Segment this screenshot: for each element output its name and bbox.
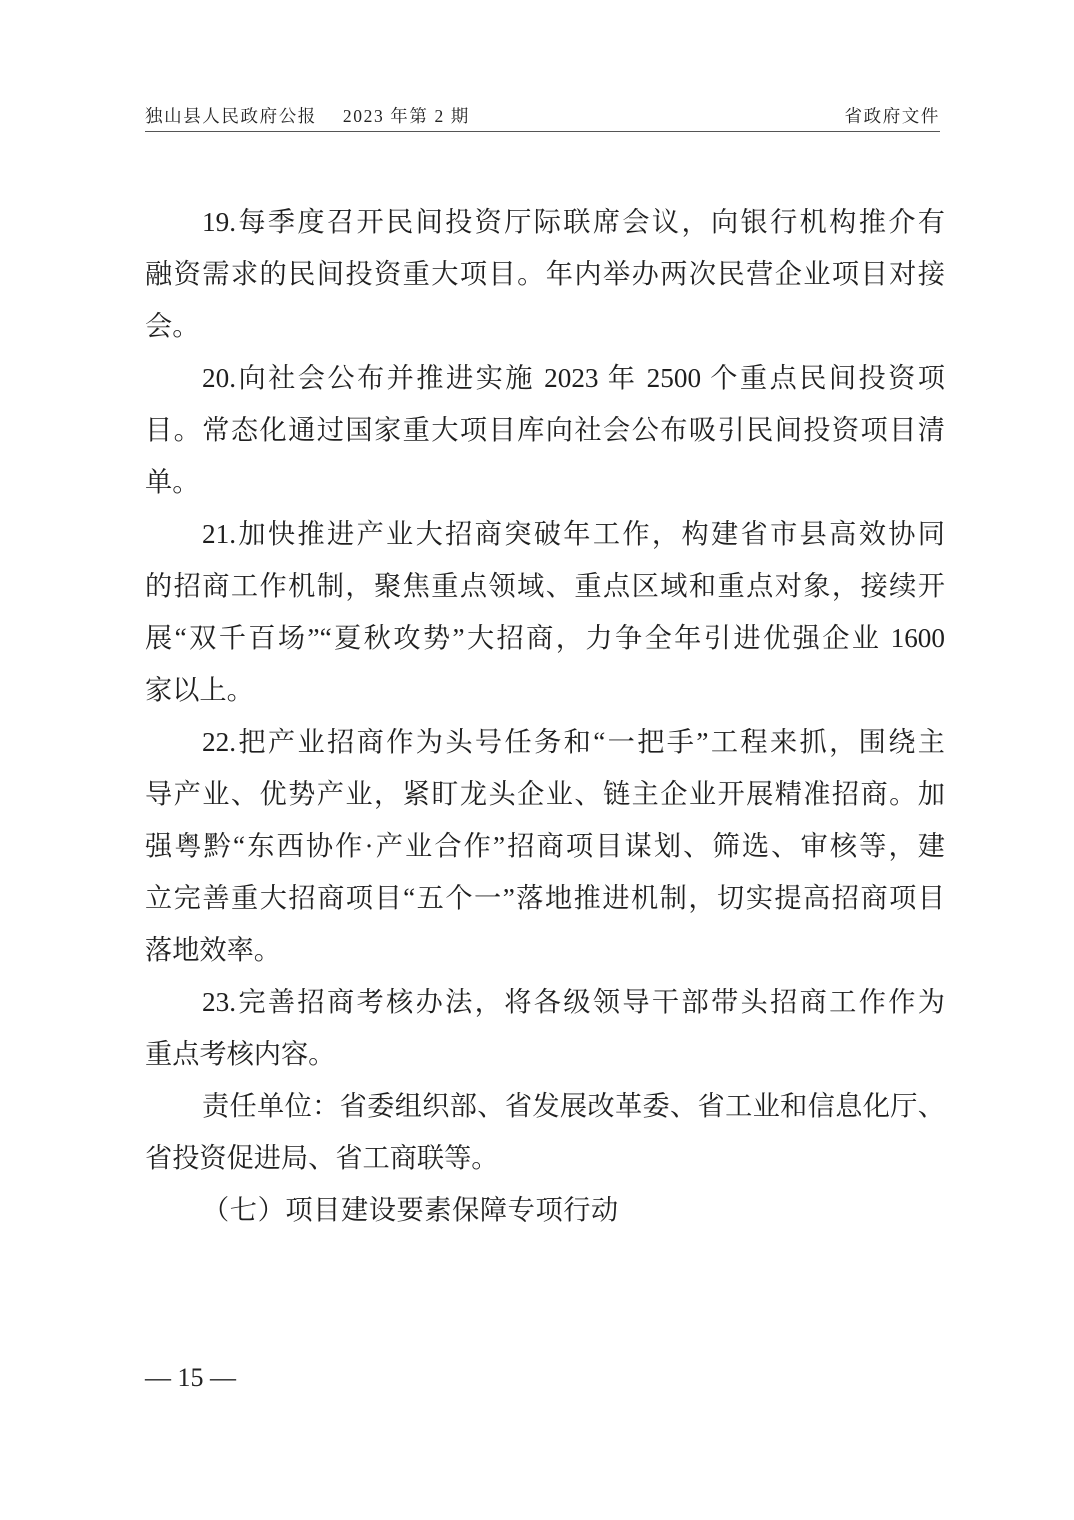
paragraph-line: 23.完善招商考核办法，将各级领导干部带头招商工作作为 [202, 987, 945, 1017]
paragraph-line: 立完善重大招商项目“五个一”落地推进机制，切实提高招商项目 [145, 883, 945, 913]
item-19-paragraph [145, 196, 945, 352]
paragraph-line: 落地效率。 [145, 935, 281, 965]
paragraph-line: 责任单位：省委组织部、省发展改革委、省工业和信息化厅、 [202, 1091, 945, 1121]
paragraph-line: 单。 [145, 467, 200, 497]
issue-label: 2023 年第 2 期 [342, 106, 470, 126]
paragraph-line: 会。 [145, 311, 200, 341]
body-text [145, 196, 945, 1236]
paragraph-line: 21.加快推进产业大招商突破年工作，构建省市县高效协同 [202, 519, 945, 549]
publication-title: 独山县人民政府公报 [145, 106, 317, 126]
paragraph-line: 目。常态化通过国家重大项目库向社会公布吸引民间投资项目清 [145, 415, 945, 445]
section-label: 省政府文件 [844, 106, 940, 126]
paragraph-line: 的招商工作机制，聚焦重点领域、重点区域和重点对象，接续开 [145, 571, 945, 601]
running-header [145, 104, 940, 128]
item-23-paragraph [145, 976, 945, 1080]
header-left [145, 104, 470, 128]
paragraph-line: 家以上。 [145, 675, 254, 705]
paragraph-line: 强粤黔“东西协作·产业合作”招商项目谋划、筛选、审核等，建 [145, 831, 945, 861]
section-heading: （七）项目建设要素保障专项行动 [202, 1195, 619, 1225]
paragraph-line: 重点考核内容。 [145, 1039, 336, 1069]
item-21-paragraph [145, 508, 945, 716]
paragraph-line: 省投资促进局、省工商联等。 [145, 1143, 499, 1173]
paragraph-line: 融资需求的民间投资重大项目。年内举办两次民营企业项目对接 [145, 259, 945, 289]
paragraph-line: 22.把产业招商作为头号任务和“一把手”工程来抓，围绕主 [202, 727, 945, 757]
paragraph-line: 导产业、优势产业，紧盯龙头企业、链主企业开展精准招商。加 [145, 779, 945, 809]
page-number: — 15 — [145, 1363, 236, 1392]
header-divider [145, 131, 940, 132]
paragraph-line: 19.每季度召开民间投资厅际联席会议，向银行机构推介有 [202, 207, 945, 237]
paragraph-line: 20.向社会公布并推进实施 2023 年 2500 个重点民间投资项 [202, 363, 945, 393]
item-20-paragraph [145, 352, 945, 508]
responsibility-paragraph [145, 1080, 945, 1184]
paragraph-line: 展“双千百场”“夏秋攻势”大招商，力争全年引进优强企业 1600 [145, 623, 945, 653]
item-22-paragraph [145, 716, 945, 976]
